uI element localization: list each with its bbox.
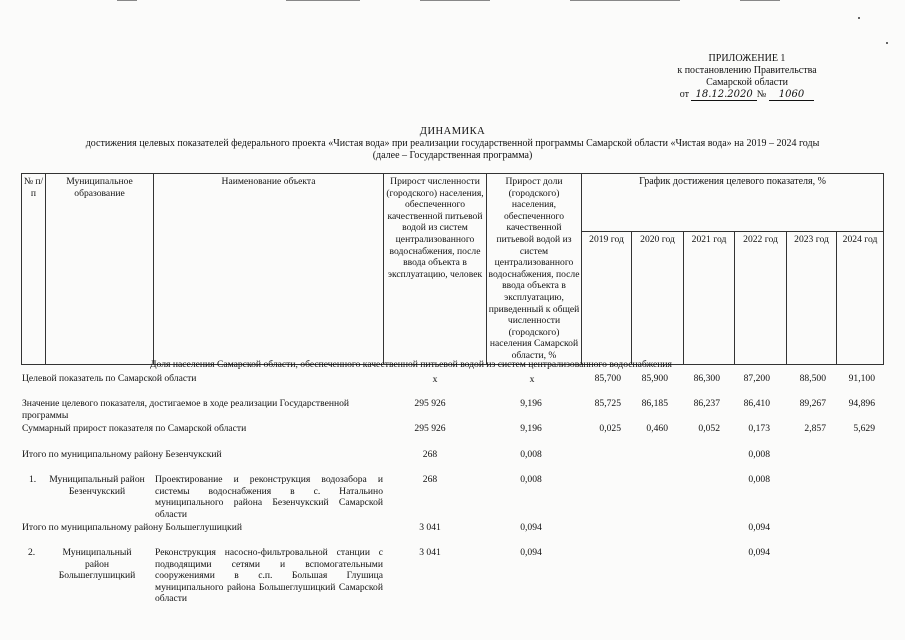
row-total-pop: 295 926 (414, 423, 446, 434)
scan-artifact (286, 0, 360, 1)
row-total-2022: 0,173 (748, 423, 770, 434)
row-achieved-2022: 86,410 (743, 398, 770, 409)
scan-artifact (740, 0, 780, 1)
row-achieved-share: 9,196 (520, 398, 542, 409)
handwritten-number: 1060 (769, 89, 814, 101)
item2-municipality: Муниципальный район Большеглушицкий (58, 547, 136, 582)
heading-line2: (далее – Государственная программа) (372, 150, 533, 161)
year-2022-header: 2022 год (735, 232, 787, 364)
appendix-line2: Самарской области (706, 77, 788, 88)
row-achieved-2024: 94,896 (848, 398, 875, 409)
col-schedule-header: График достижения целевого показателя, % (582, 174, 884, 232)
row-target-2020: 85,900 (641, 373, 668, 384)
row-achieved-label: Значение целевого показателя, достигаемое в ходе реализации Государственной программы (22, 398, 350, 421)
item1-municipality: Муниципальный район Безенчукский (49, 474, 145, 497)
row-achieved-pop: 295 926 (414, 398, 446, 409)
row-total-2019: 0,025 (599, 423, 621, 434)
appendix-date-line: от 18.12.2020 № 1060 (657, 89, 837, 101)
row-bez-total-share: 0,008 (520, 449, 542, 460)
appendix-block (657, 53, 837, 101)
row-bol-total-share: 0,094 (520, 522, 542, 533)
col-num-header: № п/п (22, 174, 46, 365)
appendix-title: ПРИЛОЖЕНИЕ 1 (708, 53, 786, 64)
item1-object: Проектирование и реконструкция водозабора и системы водоснабжения в с. Натальино муниципального района Безенчукский Самарской области (155, 474, 383, 520)
row-target-2021: 86,300 (693, 373, 720, 384)
year-2021-header: 2021 год (684, 232, 735, 364)
item2-2022: 0,094 (748, 547, 770, 558)
year-2020-header: 2020 год (632, 232, 684, 364)
col-share-growth-header: Прирост доли (городского) населения, обеспеченного качественной питьевой водой из систем централизованного водоснабжения, после ввода объекта в эксплуатацию, приведенный к общей численности (городского) населения Самарской области, % (487, 174, 582, 365)
scan-artifact (117, 0, 137, 1)
item2-pop: 3 041 (419, 547, 441, 558)
row-bez-total-pop: 268 (422, 449, 438, 460)
row-target-2024: 91,100 (848, 373, 875, 384)
row-bez-total-2022: 0,008 (748, 449, 770, 460)
item2-share: 0,094 (520, 547, 542, 558)
row-bol-total-label: Итого по муниципальному району Большеглушицкий (22, 522, 242, 533)
col-object-header: Наименование объекта (154, 174, 384, 365)
item1-2022: 0,008 (748, 474, 770, 485)
row-bol-total-pop: 3 041 (419, 522, 441, 533)
row-total-2024: 5,629 (853, 423, 875, 434)
heading-line1: достижения целевых показателей федерального проекта «Чистая вода» при реализации государственной программы Самарской области «Чистая вода» на 2019 – 2024 годы (85, 138, 820, 149)
row-achieved-2020: 86,185 (641, 398, 668, 409)
row-target-pop: x (432, 374, 438, 385)
row-target-2022: 87,200 (743, 373, 770, 384)
section-title: Доля населения Самарской области, обеспеченного качественной питьевой водой из систем централизованного водоснабжения (150, 359, 672, 370)
year-2019-header: 2019 год (582, 232, 632, 364)
item1-num: 1. (29, 474, 37, 485)
document-heading (0, 126, 905, 162)
col-municipality-header: Муниципальное образование (46, 174, 154, 365)
item2-num: 2. (28, 547, 36, 558)
item2-object: Реконструкция насосно-фильтровальной станции с подводящими сетями и вспомогательными сооружениями в с.п. Большая Глушица муниципального района Большеглушицкий Самарской области (155, 547, 383, 605)
row-total-2023: 2,857 (804, 423, 826, 434)
row-bez-total-label: Итого по муниципальному району Безенчукский (22, 449, 222, 460)
row-total-2021: 0,052 (698, 423, 720, 434)
row-target-2023: 88,500 (799, 373, 826, 384)
heading-title: ДИНАМИКА (419, 126, 486, 137)
item1-pop: 268 (422, 474, 438, 485)
table-header (21, 173, 884, 365)
row-target-share: x (529, 374, 535, 385)
row-total-share: 9,196 (520, 423, 542, 434)
scan-speck (886, 42, 888, 44)
appendix-line1: к постановлению Правительства (677, 65, 817, 76)
col-pop-growth-header: Прирост численности (городского) населения, обеспеченного качественной питьевой водой из систем централизованного водоснабжения, после ввода объекта в эксплуатацию, человек (384, 174, 487, 365)
row-achieved-2021: 86,237 (693, 398, 720, 409)
item1-share: 0,008 (520, 474, 542, 485)
row-total-2020: 0,460 (646, 423, 668, 434)
row-bol-total-2022: 0,094 (748, 522, 770, 533)
row-total-label: Суммарный прирост показателя по Самарской области (22, 423, 247, 434)
scan-speck (858, 17, 860, 19)
row-target-label: Целевой показатель по Самарской области (22, 373, 197, 384)
row-target-2019: 85,700 (594, 373, 621, 384)
row-achieved-2023: 89,267 (799, 398, 826, 409)
row-achieved-2019: 85,725 (594, 398, 621, 409)
scan-artifact (570, 0, 680, 1)
handwritten-date: 18.12.2020 (691, 89, 756, 101)
year-2024-header: 2024 год (837, 232, 884, 364)
year-2023-header: 2023 год (787, 232, 837, 364)
scan-artifact (420, 0, 490, 1)
